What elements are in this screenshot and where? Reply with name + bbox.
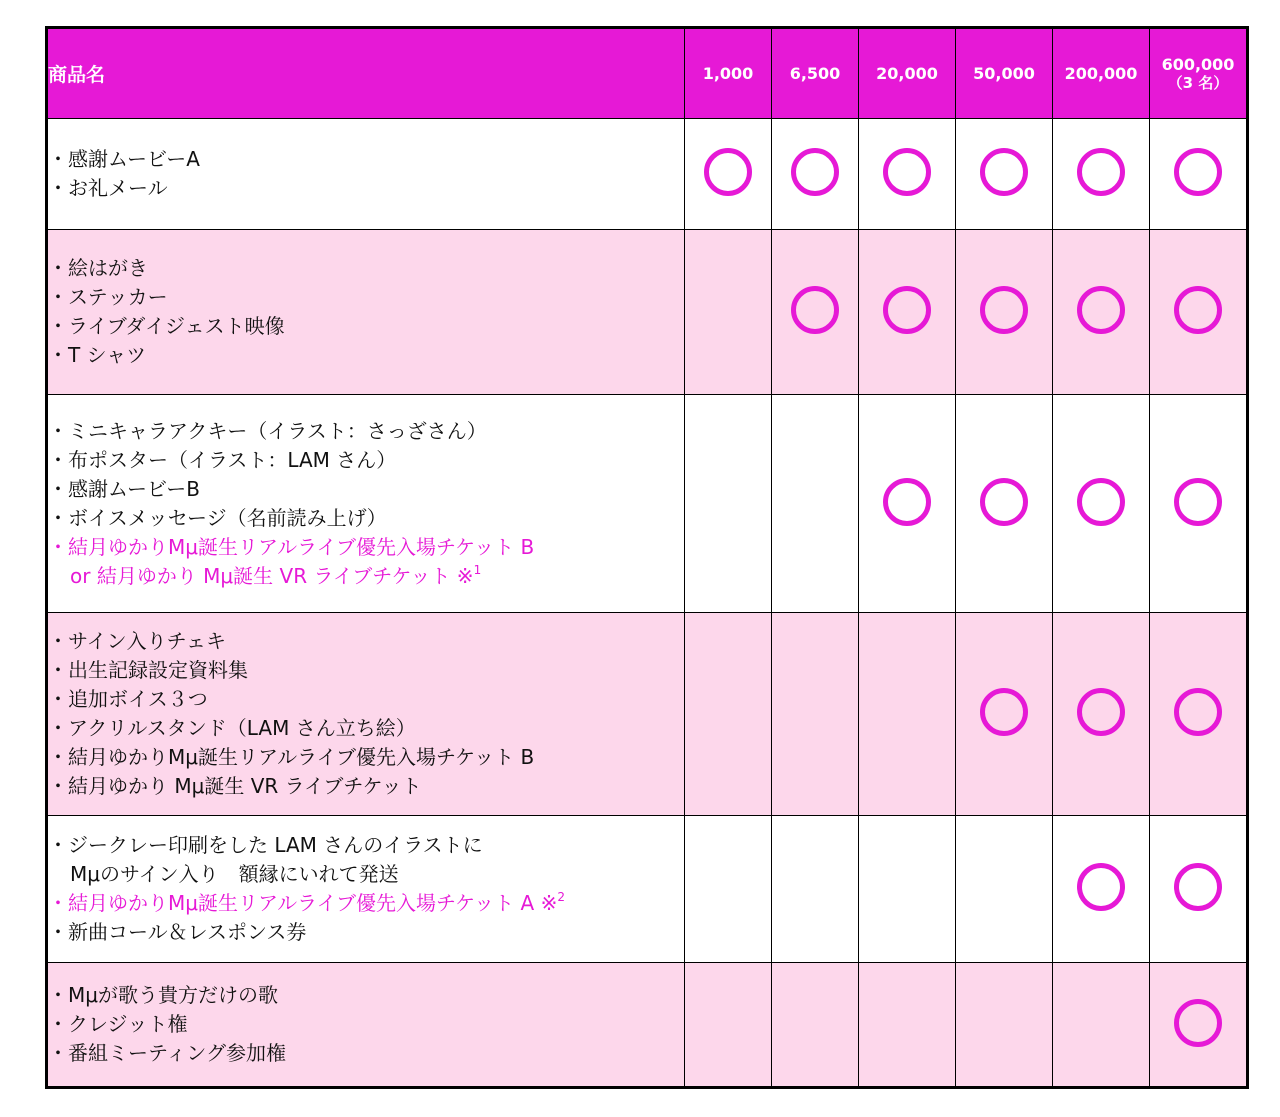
list-item xyxy=(48,918,684,947)
list-item xyxy=(48,656,684,685)
tier-price: 50,000 xyxy=(973,64,1035,83)
table-row xyxy=(47,816,1248,963)
tier-cell xyxy=(772,816,859,963)
list-item xyxy=(48,772,684,801)
list-item xyxy=(48,475,684,504)
included-circle-icon xyxy=(1077,863,1125,911)
tier-note: （3 名） xyxy=(1167,73,1229,92)
item-list-cell xyxy=(47,816,685,963)
included-circle-icon xyxy=(980,148,1028,196)
tier-cell xyxy=(1150,230,1248,395)
item-text: ・追加ボイス３つ xyxy=(48,687,208,711)
tier-cell xyxy=(859,119,956,230)
list-item xyxy=(48,981,684,1010)
tier-cell xyxy=(685,613,772,816)
tier-cell xyxy=(1150,963,1248,1088)
included-circle-icon xyxy=(1077,286,1125,334)
list-item xyxy=(48,627,684,656)
list-item xyxy=(48,504,684,533)
tier-cell xyxy=(956,119,1053,230)
item-text: ・結月ゆかりMμ誕生リアルライブ優先入場チケット B xyxy=(48,745,535,769)
item-text: ・布ポスター（イラスト：LAM さん） xyxy=(48,447,397,472)
included-circle-icon xyxy=(883,478,931,526)
tier-cell xyxy=(1053,119,1150,230)
item-text: ・ジークレー印刷をした LAM さんのイラストに xyxy=(48,833,483,857)
list-item xyxy=(48,1010,684,1039)
item-text: ・絵はがき xyxy=(48,256,148,280)
list-item xyxy=(48,446,684,475)
tier-cell xyxy=(956,613,1053,816)
tier-header xyxy=(685,28,772,119)
tier-header xyxy=(772,28,859,119)
tier-price: 20,000 xyxy=(876,64,938,83)
item-text: or 結月ゆかり Mμ誕生 VR ライブチケット ※ xyxy=(70,563,474,588)
list-item xyxy=(48,714,684,743)
included-circle-icon xyxy=(1077,148,1125,196)
tier-cell xyxy=(956,816,1053,963)
tier-cell xyxy=(685,119,772,230)
included-circle-icon xyxy=(1077,478,1125,526)
tier-cell xyxy=(1150,816,1248,963)
tier-cell xyxy=(772,963,859,1088)
tier-cell xyxy=(772,613,859,816)
tier-cell xyxy=(685,230,772,395)
tier-cell xyxy=(1053,963,1150,1088)
list-item xyxy=(48,341,684,370)
item-text: ・感謝ムービーA xyxy=(48,147,200,171)
list-item xyxy=(48,533,684,562)
list-item xyxy=(48,417,684,446)
item-text: ・T シャツ xyxy=(48,343,147,367)
included-circle-icon xyxy=(1174,999,1222,1047)
tier-cell xyxy=(1053,613,1150,816)
item-list-cell xyxy=(47,119,685,230)
footnote-mark: 2 xyxy=(557,890,565,904)
included-circle-icon xyxy=(791,148,839,196)
header-row xyxy=(47,28,1248,119)
item-list-cell xyxy=(47,963,685,1088)
list-item xyxy=(48,889,684,918)
tier-cell xyxy=(1053,395,1150,613)
item-text: ・クレジット権 xyxy=(48,1012,188,1036)
tier-header xyxy=(956,28,1053,119)
tier-cell xyxy=(772,395,859,613)
tier-header xyxy=(1053,28,1150,119)
list-item xyxy=(48,860,684,889)
tier-cell xyxy=(956,395,1053,613)
included-circle-icon xyxy=(980,286,1028,334)
table-row xyxy=(47,963,1248,1088)
tier-cell xyxy=(1150,395,1248,613)
list-item xyxy=(48,562,684,591)
list-item xyxy=(48,254,684,283)
footnote-mark: 1 xyxy=(473,562,482,577)
tier-header xyxy=(859,28,956,119)
list-item xyxy=(48,743,684,772)
item-text: ・Mμが歌う貴方だけの歌 xyxy=(48,983,278,1007)
included-circle-icon xyxy=(704,148,752,196)
list-item xyxy=(48,831,684,860)
item-text: ・新曲コール＆レスポンス券 xyxy=(48,920,307,944)
tier-cell xyxy=(685,816,772,963)
included-circle-icon xyxy=(1174,478,1222,526)
list-item xyxy=(48,283,684,312)
included-circle-icon xyxy=(980,688,1028,736)
item-text: ・結月ゆかりMμ誕生リアルライブ優先入場チケット B xyxy=(48,534,535,559)
list-item xyxy=(48,174,684,203)
included-circle-icon xyxy=(1174,863,1222,911)
item-text: ・お礼メール xyxy=(48,176,168,200)
tier-cell xyxy=(1053,230,1150,395)
item-list-cell xyxy=(47,395,685,613)
item-list-cell xyxy=(47,230,685,395)
tier-cell xyxy=(772,119,859,230)
item-text: ・出生記録設定資料集 xyxy=(48,658,248,682)
included-circle-icon xyxy=(980,478,1028,526)
included-circle-icon xyxy=(791,286,839,334)
product-name-header: 商品名 xyxy=(47,28,685,119)
included-circle-icon xyxy=(1174,286,1222,334)
tier-price: 200,000 xyxy=(1064,64,1138,83)
tier-cell xyxy=(859,613,956,816)
tier-cell xyxy=(859,395,956,613)
tier-cell xyxy=(956,963,1053,1088)
table-row xyxy=(47,395,1248,613)
tier-cell xyxy=(956,230,1053,395)
tier-price: 600,000 xyxy=(1161,54,1235,74)
list-item xyxy=(48,312,684,341)
item-text: ・サイン入りチェキ xyxy=(48,629,226,653)
included-circle-icon xyxy=(883,286,931,334)
included-circle-icon xyxy=(1077,688,1125,736)
item-text: ・感謝ムービーB xyxy=(48,476,200,501)
tier-cell xyxy=(859,230,956,395)
item-text: ・ボイスメッセージ（名前読み上げ） xyxy=(48,505,387,530)
item-text: Mμのサイン入り 額縁にいれて発送 xyxy=(70,862,399,886)
tier-price: 1,000 xyxy=(702,64,754,83)
included-circle-icon xyxy=(1174,688,1222,736)
list-item xyxy=(48,145,684,174)
table-row xyxy=(47,119,1248,230)
item-text: ・ライブダイジェスト映像 xyxy=(48,314,285,338)
tier-cell xyxy=(1150,119,1248,230)
table-row xyxy=(47,230,1248,395)
tier-cell xyxy=(685,395,772,613)
item-text: ・結月ゆかりMμ誕生リアルライブ優先入場チケット A ※ xyxy=(48,891,558,915)
tier-cell xyxy=(772,230,859,395)
included-circle-icon xyxy=(1174,148,1222,196)
tier-cell xyxy=(685,963,772,1088)
list-item xyxy=(48,685,684,714)
item-text: ・結月ゆかり Mμ誕生 VR ライブチケット xyxy=(48,774,422,798)
item-text: ・ミニキャラアクキー（イラスト：さっざさん） xyxy=(48,418,487,443)
item-text: ・番組ミーティング参加権 xyxy=(48,1041,286,1065)
tier-cell xyxy=(1053,816,1150,963)
included-circle-icon xyxy=(883,148,931,196)
tier-header xyxy=(1150,28,1248,119)
item-list-cell xyxy=(47,613,685,816)
list-item xyxy=(48,1039,684,1068)
tier-cell xyxy=(859,963,956,1088)
item-text: ・アクリルスタンド（LAM さん立ち絵） xyxy=(48,716,416,740)
item-text: ・ステッカー xyxy=(48,285,168,309)
tier-price: 6,500 xyxy=(789,64,841,83)
tier-cell xyxy=(1150,613,1248,816)
table-row xyxy=(47,613,1248,816)
tier-cell xyxy=(859,816,956,963)
reward-table xyxy=(45,26,1249,1089)
